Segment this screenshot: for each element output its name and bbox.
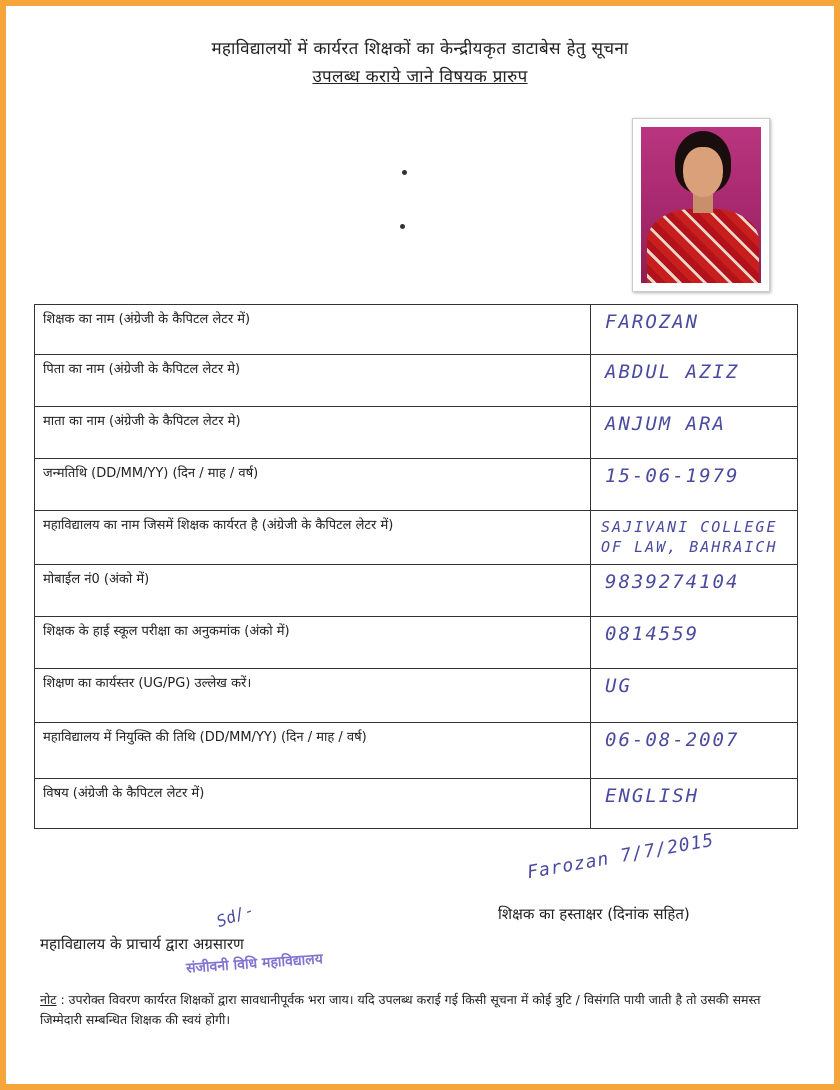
note-text [40,990,764,1030]
table-row [35,407,798,459]
principal-forwarding-label: महाविद्यालय के प्राचार्य द्वारा अग्रसारण [40,935,244,953]
form-title: महाविद्यालयों में कार्यरत शिक्षकों का केन्द्रीयकृत डाटाबेस हेतु सूचना [211,39,629,59]
note-body: : उपरोक्त विवरण कार्यरत शिक्षकों द्वारा सावधानीपूर्वक भरा जाय। यदि उपलब्ध कराई गई किसी सूचना में कोई त्रुटि / विसंगति पायी जाती है तो उसकी समस्त जिम्मेदारी सम्बन्धित शिक्षक की स्वयं होगी। [40,992,761,1027]
form-subtitle: उपलब्ध कराये जाने विषयक प्रारुप [312,67,528,87]
stray-dot [402,170,407,175]
table-row [35,617,798,669]
field-value-subject: ENGLISH [591,779,798,829]
table-row [35,355,798,407]
table-row [35,565,798,617]
college-stamp: संजीवनी विधि महाविद्यालय [185,951,324,977]
field-label: जन्मतिथि (DD/MM/YY) (दिन / माह / वर्ष) [35,459,591,511]
field-label: महाविद्यालय में नियुक्ति की तिथि (DD/MM/YY) (दिन / माह / वर्ष) [35,723,591,779]
field-value-dob: 15-06-1979 [591,459,798,511]
teacher-signature: Farozan 7/7/2015 [525,829,716,884]
teacher-signature-label: शिक्षक का हस्ताक्षर (दिनांक सहित) [498,905,690,923]
table-row [35,511,798,565]
principal-signature: Sd/- [213,899,257,932]
teacher-details-table [34,304,798,829]
table-row [35,723,798,779]
field-label: मोबाईल नं0 (अंको में) [35,565,591,617]
table-row [35,669,798,723]
field-value-roll-number: 0814559 [591,617,798,669]
field-value-mother-name: ANJUM ARA [591,407,798,459]
field-label: माता का नाम (अंग्रेजी के कैपिटल लेटर मे) [35,407,591,459]
table-row [35,779,798,829]
table-row [35,459,798,511]
field-label: महाविद्यालय का नाम जिसमें शिक्षक कार्यरत है (अंग्रेजी के कैपिटल लेटर में) [35,511,591,565]
table-row [35,305,798,355]
field-value-college-name: SAJIVANI COLLEGE OF LAW, BAHRAICH [591,511,798,565]
field-value-father-name: ABDUL AZIZ [591,355,798,407]
field-label: शिक्षक के हाई स्कूल परीक्षा का अनुकमांक (अंको में) [35,617,591,669]
field-label: शिक्षण का कार्यस्तर (UG/PG) उल्लेख करें। [35,669,591,723]
field-value-name: FAROZAN [591,305,798,355]
note-heading: नोट [40,992,57,1007]
field-label: विषय (अंग्रेजी के कैपिटल लेटर में) [35,779,591,829]
field-label: पिता का नाम (अंग्रेजी के कैपिटल लेटर मे) [35,355,591,407]
teacher-photo [632,118,770,292]
field-label: शिक्षक का नाम (अंग्रेजी के कैपिटल लेटर में) [35,305,591,355]
field-value-teaching-level: UG [591,669,798,723]
stray-dot [400,224,405,229]
field-value-appointment-date: 06-08-2007 [591,723,798,779]
field-value-mobile: 9839274104 [591,565,798,617]
form-page [6,6,834,1084]
